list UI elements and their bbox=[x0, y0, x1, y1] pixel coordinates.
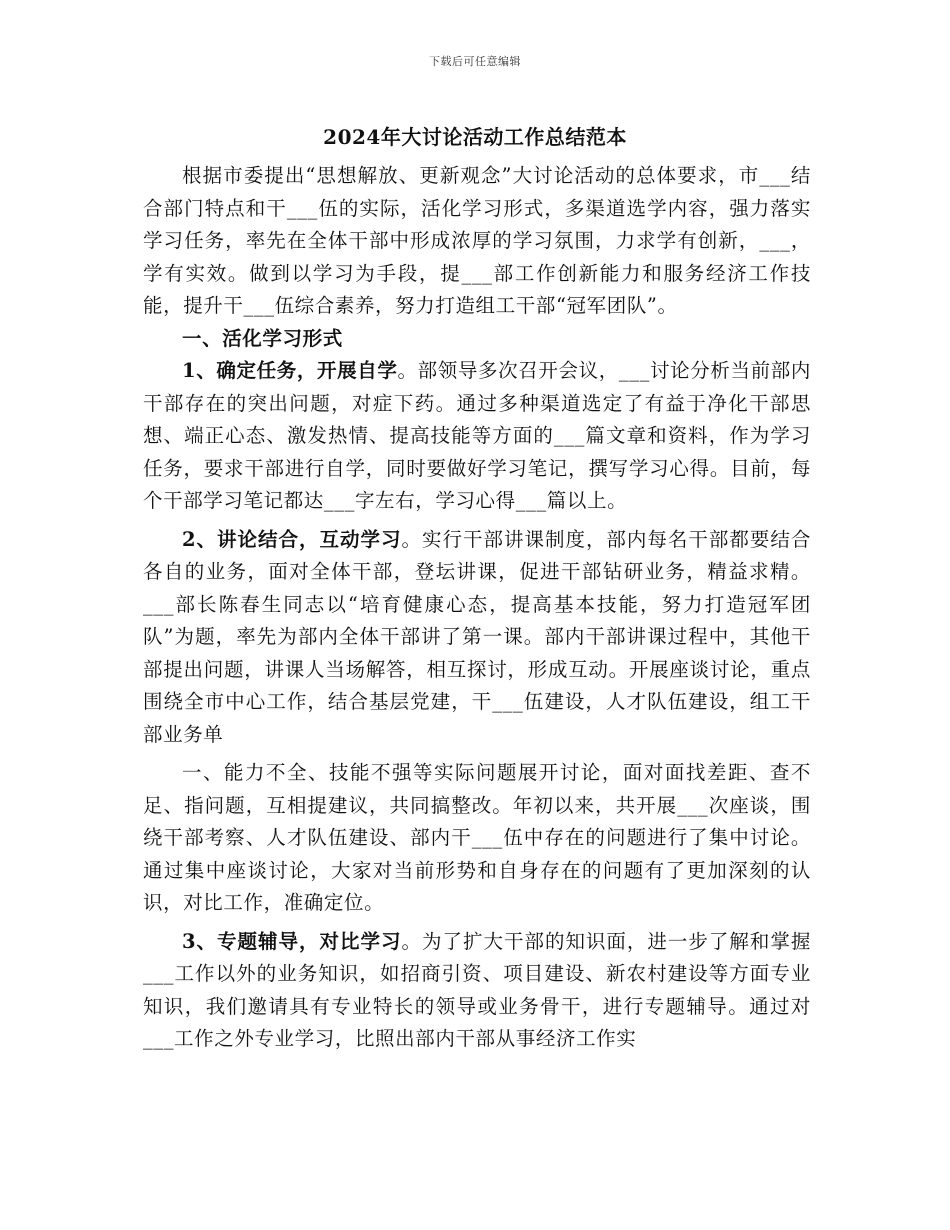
page-header-note: 下载后可任意编辑 bbox=[429, 55, 521, 68]
item-3-paragraph bbox=[143, 926, 811, 1056]
item-3-text: 。为了扩大干部的知识面，进一步了解和掌握___工作以外的业务知识，如招商引资、项目建设、新农村建设等方面专业知识，我们邀请具有专业特长的领导或业务骨干，进行专题辅导。通过对___工作之外专业学习，比照出部内干部从事经济工作实 bbox=[143, 929, 811, 1050]
item-2-heading: 2、讲论结合，互动学习 bbox=[182, 527, 402, 551]
item-1-text: 。部领导多次召开会议，___讨论分析当前部内干部存在的突出问题，对症下药。通过多种渠道选定了有益于净化干部思想、端正心态、激发热情、提高技能等方面的___篇文章和资料，作为学习任务，要求干部进行自学，同时要做好学习笔记，撰写学习心得。目前，每个干部学习笔记都达___字左右，学习心得___篇以上。 bbox=[143, 359, 812, 512]
document-title: 2024年大讨论活动工作总结范本 bbox=[323, 125, 627, 149]
item-1-heading: 1、确定任务，开展自学 bbox=[182, 359, 398, 382]
section-heading: 一、活化学习形式 bbox=[182, 326, 343, 350]
item-3-heading: 3、专题辅导，对比学习 bbox=[182, 929, 402, 953]
item-2-text: 。实行干部讲课制度，部内每名干部都要结合各自的业务，面对全体干部，登坛讲课，促进干部钻研业务，精益求精。___部长陈春生同志以“培育健康心态，提高基本技能，努力打造冠军团队”为题，率先为部内全体干部讲了第一课。部内干部讲课过程中，其他干部提出问题，讲课人当场解答，相互探讨，形成互动。开展座谈讨论，重点围绕全市中心工作，结合基层党建，干___伍建设，人才队伍建设，组工干部业务单 bbox=[143, 527, 811, 746]
item-1-paragraph bbox=[143, 355, 811, 518]
item-2-paragraph bbox=[143, 524, 811, 752]
document-body bbox=[143, 160, 811, 1056]
intro-paragraph: 根据市委提出“思想解放、更新观念”大讨论活动的总体要求，市___结合部门特点和干___伍的实际，活化学习形式，多渠道选学内容，强力落实学习任务，率先在全体干部中形成浓厚的学习氛围，力求学有创新，___，学有实效。做到以学习为手段，提___部工作创新能力和服务经济工作技能，提升干___伍综合素养，努力打造组工干部“冠军团队”。 bbox=[143, 164, 811, 317]
continuation-paragraph: 一、能力不全、技能不强等实际问题展开讨论，面对面找差距、查不足、指问题，互相提建议，共同搞整改。年初以来，共开展___次座谈，围绕干部考察、人才队伍建设、部内干___伍中存在的问题进行了集中讨论。通过集中座谈讨论，大家对当前形势和自身存在的问题有了更加深刻的认识，对比工作，准确定位。 bbox=[143, 761, 811, 914]
